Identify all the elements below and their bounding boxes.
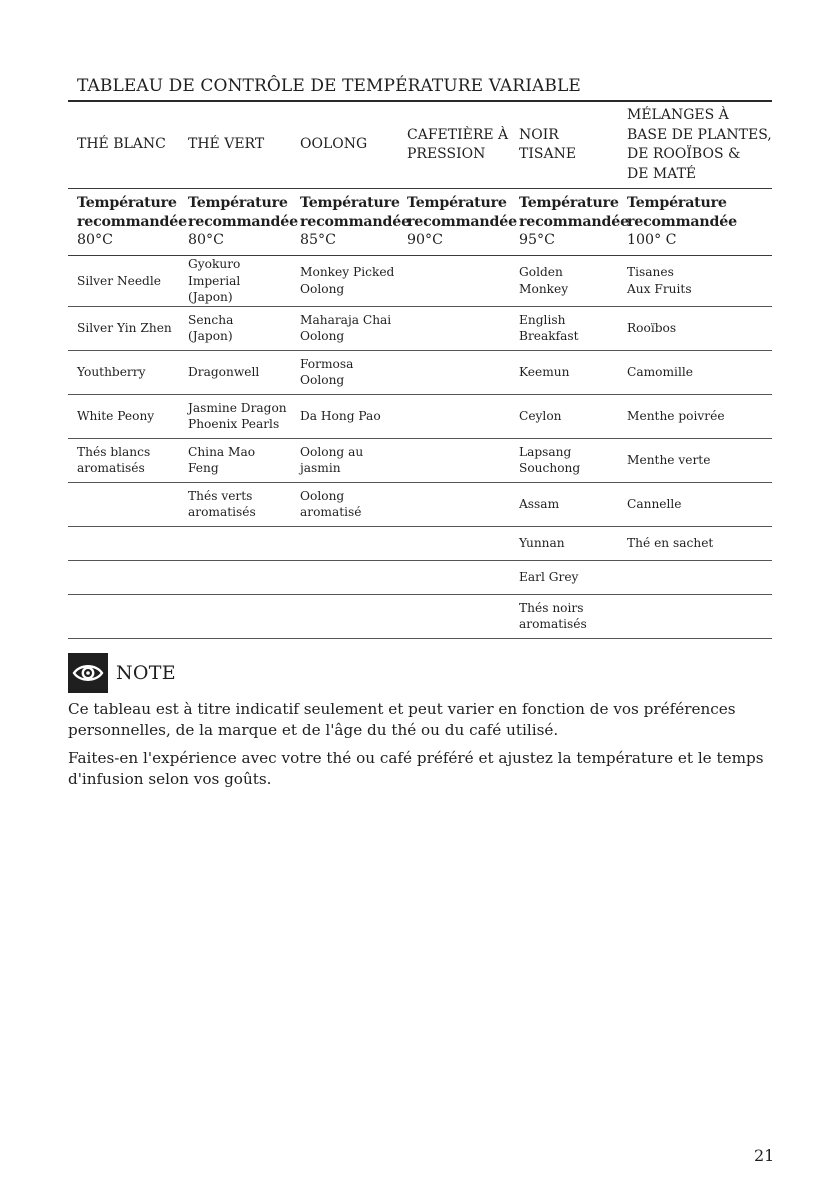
temperature-label: Température recommandée	[519, 195, 629, 230]
table-cell: Earl Grey	[510, 560, 618, 594]
temperature-row	[68, 189, 772, 256]
temperature-value: 95°C	[519, 232, 556, 249]
table-cell: Formosa Oolong	[291, 350, 398, 394]
temperature-cell	[68, 189, 187, 256]
column-header-oolong: OOLONG	[291, 101, 398, 189]
column-header-white-tea: THÉ BLANC	[68, 101, 179, 189]
table-cell: Thés noirs aromatisés	[510, 594, 618, 638]
table-cell: Menthe poivrée	[618, 394, 772, 438]
table-cell: Camomille	[618, 350, 772, 394]
table-cell: Sencha (Japon)	[179, 306, 291, 350]
table-cell: Thés verts aromatisés	[179, 482, 291, 526]
temperature-label: Température recommandée	[407, 195, 517, 230]
note-section	[68, 653, 788, 797]
table-cell: Golden Monkey	[510, 256, 618, 307]
temperature-label: Température recommandée	[300, 195, 410, 230]
table-cell: Jasmine Dragon Phoenix Pearls	[179, 394, 291, 438]
table-cell: Maharaja Chai Oolong	[291, 306, 398, 350]
table-cell: Ceylon	[510, 394, 618, 438]
temperature-value: 85°C	[300, 232, 337, 249]
temperature-label: Température recommandée	[627, 195, 737, 230]
table-cell	[398, 438, 510, 482]
table-cell: Oolong aromatisé	[291, 482, 398, 526]
table-cell	[68, 482, 179, 526]
temperature-label: Température recommandée	[77, 195, 187, 230]
table-cell	[398, 594, 510, 638]
table-cell: Yunnan	[510, 526, 618, 560]
table-cell: Youthberry	[68, 350, 179, 394]
table-cell	[179, 526, 291, 560]
temperature-value: 90°C	[407, 232, 444, 249]
table-cell: Rooïbos	[618, 306, 772, 350]
temperature-table	[68, 100, 772, 639]
table-cell: Lapsang Souchong	[510, 438, 618, 482]
table-row	[68, 350, 772, 394]
table-cell: Thé en sachet	[618, 526, 772, 560]
table-cell: Dragonwell	[179, 350, 291, 394]
header-row	[68, 101, 772, 189]
table-cell: China Mao Feng	[179, 438, 291, 482]
temperature-cell	[291, 189, 410, 256]
column-header-herbal-blends: MÉLANGES À BASE DE PLANTES, DE ROOÏBOS & DE MATÉ	[618, 101, 772, 189]
temperature-cell	[618, 189, 772, 256]
temperature-value: 80°C	[188, 232, 225, 249]
table-cell	[68, 560, 179, 594]
table-cell	[179, 560, 291, 594]
temperature-label: Température recommandée	[188, 195, 298, 230]
table-cell: Assam	[510, 482, 618, 526]
table-cell	[398, 560, 510, 594]
table-cell: Monkey Picked Oolong	[291, 256, 398, 307]
note-header	[68, 653, 788, 693]
page-number: 21	[754, 1146, 775, 1165]
temperature-cell	[179, 189, 298, 256]
table-cell: Thés blancs aromatisés	[68, 438, 179, 482]
table-row	[68, 394, 772, 438]
temperature-cell	[510, 189, 629, 256]
table-cell	[68, 594, 179, 638]
column-header-french-press: CAFETIÈRE À PRESSION	[398, 101, 510, 189]
note-paragraph: Faites-en l'expérience avec votre thé ou café préféré et ajustez la température et le temps d'infusion selon vos goûts.	[68, 749, 764, 788]
table-cell	[179, 594, 291, 638]
table-row	[68, 560, 772, 594]
table-cell: Menthe verte	[618, 438, 772, 482]
table-cell: Silver Yin Zhen	[68, 306, 179, 350]
table-cell	[291, 526, 398, 560]
table-cell: White Peony	[68, 394, 179, 438]
table-cell	[618, 560, 772, 594]
table-cell: Silver Needle	[68, 256, 179, 307]
table-cell: Keemun	[510, 350, 618, 394]
note-body	[68, 699, 774, 790]
temperature-value: 100° C	[627, 232, 677, 249]
table-row	[68, 256, 772, 307]
table-cell	[398, 350, 510, 394]
note-heading: NOTE	[116, 662, 176, 684]
table-cell	[398, 482, 510, 526]
table-cell	[291, 594, 398, 638]
page-title: TABLEAU DE CONTRÔLE DE TEMPÉRATURE VARIABLE	[77, 76, 581, 96]
table-cell	[618, 594, 772, 638]
table-cell: Gyokuro Imperial (Japon)	[179, 256, 291, 307]
column-header-black-tea: NOIR TISANE	[510, 101, 618, 189]
table-cell	[398, 256, 510, 307]
table-row	[68, 482, 772, 526]
temperature-value: 80°C	[77, 232, 114, 249]
table-cell	[68, 526, 179, 560]
table-cell	[291, 560, 398, 594]
table-cell: Oolong au jasmin	[291, 438, 398, 482]
eye-icon	[68, 653, 108, 693]
table-cell	[398, 526, 510, 560]
table-row	[68, 306, 772, 350]
table-cell	[398, 394, 510, 438]
note-paragraph: Ce tableau est à titre indicatif seulement et peut varier en fonction de vos préférences personnelles, de la marque et de l'âge du thé ou du café utilisé.	[68, 700, 736, 739]
table-row	[68, 594, 772, 638]
table-row	[68, 438, 772, 482]
table-cell: Cannelle	[618, 482, 772, 526]
table-row	[68, 526, 772, 560]
table-cell: English Breakfast	[510, 306, 618, 350]
table-cell	[398, 306, 510, 350]
temperature-cell	[398, 189, 517, 256]
column-header-green-tea: THÉ VERT	[179, 101, 291, 189]
table-cell: Da Hong Pao	[291, 394, 398, 438]
table-cell: Tisanes Aux Fruits	[618, 256, 772, 307]
